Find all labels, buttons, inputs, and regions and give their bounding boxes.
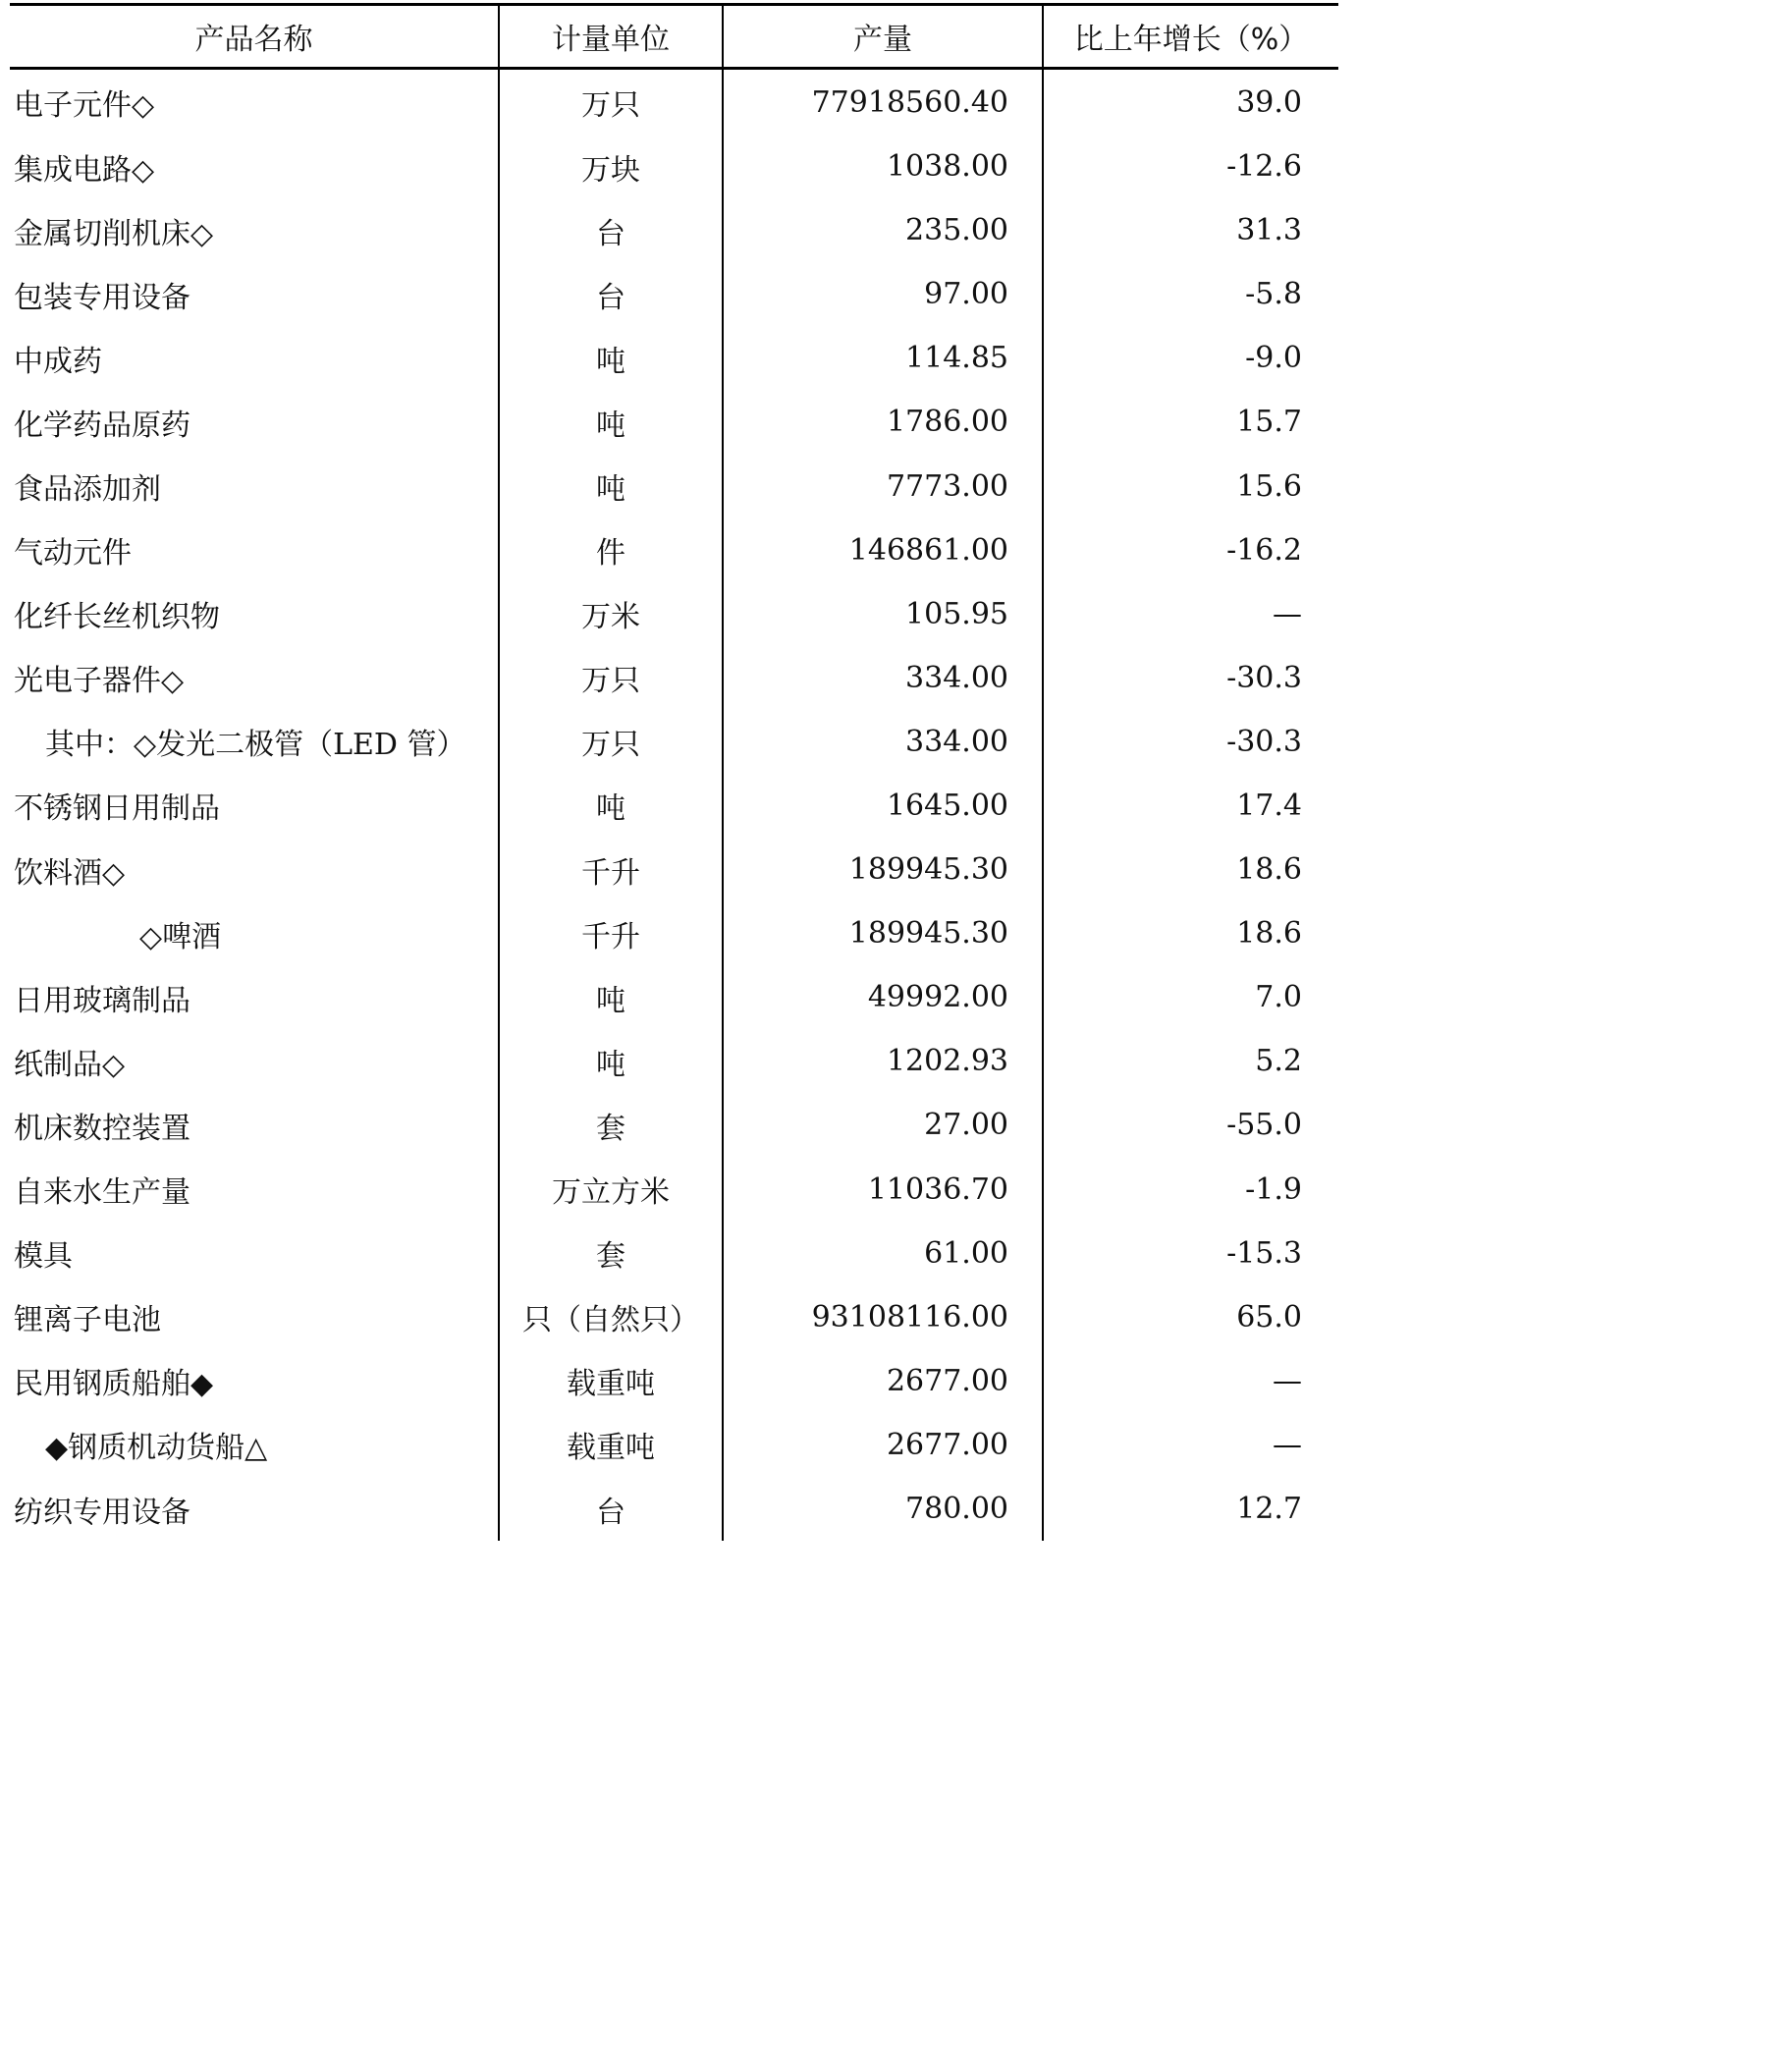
unit-cell: 万立方米 [499, 1158, 723, 1222]
output-cell: 11036.70 [723, 1158, 1043, 1222]
output-cell: 146861.00 [723, 518, 1043, 582]
growth-cell: -5.8 [1043, 262, 1338, 326]
unit-cell: 套 [499, 1093, 723, 1157]
unit-cell: 吨 [499, 774, 723, 838]
growth-cell: 7.0 [1043, 965, 1338, 1029]
growth-cell: -16.2 [1043, 518, 1338, 582]
growth-cell: -12.6 [1043, 135, 1338, 198]
header-product-name: 产品名称 [10, 5, 499, 69]
product-name-cell: 民用钢质船舶◆ [14, 1367, 214, 1402]
table-row [10, 1222, 1338, 1285]
product-name-cell: ◆钢质机动货船△ [45, 1431, 268, 1466]
unit-cell: 万只 [499, 646, 723, 710]
growth-cell: -1.9 [1043, 1158, 1338, 1222]
unit-cell: 套 [499, 1222, 723, 1285]
unit-cell: 吨 [499, 326, 723, 390]
output-cell: 93108116.00 [723, 1285, 1043, 1349]
unit-cell: 台 [499, 1477, 723, 1541]
output-cell: 1038.00 [723, 135, 1043, 198]
table-row [10, 135, 1338, 198]
growth-cell: — [1043, 1349, 1338, 1413]
output-cell: 2677.00 [723, 1349, 1043, 1413]
product-name-cell: 机床数控装置 [14, 1111, 190, 1146]
product-name-cell: 金属切削机床◇ [14, 216, 214, 251]
unit-cell: 吨 [499, 454, 723, 517]
header-output: 产量 [723, 5, 1043, 69]
unit-cell: 万只 [499, 69, 723, 136]
table-row [10, 518, 1338, 582]
output-cell: 235.00 [723, 198, 1043, 262]
growth-cell: 65.0 [1043, 1285, 1338, 1349]
table-row [10, 326, 1338, 390]
product-name-cell: 集成电路◇ [14, 152, 155, 188]
output-cell: 334.00 [723, 710, 1043, 774]
unit-cell: 台 [499, 262, 723, 326]
header-unit: 计量单位 [499, 5, 723, 69]
output-cell: 1202.93 [723, 1029, 1043, 1093]
table-row [10, 1093, 1338, 1157]
unit-cell: 载重吨 [499, 1349, 723, 1413]
output-cell: 97.00 [723, 262, 1043, 326]
product-name-cell: 光电子器件◇ [14, 664, 185, 699]
output-cell: 1645.00 [723, 774, 1043, 838]
unit-cell: 千升 [499, 901, 723, 965]
growth-cell: -15.3 [1043, 1222, 1338, 1285]
output-cell: 334.00 [723, 646, 1043, 710]
product-name-cell: 中成药 [14, 344, 102, 379]
unit-cell: 只（自然只） [499, 1285, 723, 1349]
product-name-cell: 化纤长丝机织物 [14, 600, 220, 635]
growth-cell: -30.3 [1043, 710, 1338, 774]
growth-cell: -55.0 [1043, 1093, 1338, 1157]
table-row [10, 1349, 1338, 1413]
product-name-cell: 模具 [14, 1239, 73, 1275]
product-name-cell: 化学药品原药 [14, 408, 190, 443]
product-name-cell: 饮料酒◇ [14, 855, 126, 891]
product-name-cell: 纺织专用设备 [14, 1495, 190, 1530]
output-cell: 2677.00 [723, 1413, 1043, 1477]
unit-cell: 万米 [499, 582, 723, 646]
growth-cell: -9.0 [1043, 326, 1338, 390]
product-name-cell: ◇啤酒 [139, 919, 222, 954]
growth-cell: 18.6 [1043, 838, 1338, 901]
product-name-cell: 气动元件 [14, 536, 132, 572]
output-cell: 77918560.40 [723, 69, 1043, 136]
table-row [10, 710, 1338, 774]
table-row [10, 198, 1338, 262]
table-row [10, 1158, 1338, 1222]
table-row [10, 1477, 1338, 1541]
table-row [10, 69, 1338, 136]
output-cell: 114.85 [723, 326, 1043, 390]
unit-cell: 万块 [499, 135, 723, 198]
table-row [10, 262, 1338, 326]
product-name-cell: 电子元件◇ [14, 88, 155, 123]
unit-cell: 件 [499, 518, 723, 582]
product-name-cell: 其中：◇发光二极管（LED 管） [45, 728, 466, 763]
growth-cell: -30.3 [1043, 646, 1338, 710]
unit-cell: 吨 [499, 390, 723, 454]
unit-cell: 吨 [499, 1029, 723, 1093]
table-row [10, 965, 1338, 1029]
output-cell: 61.00 [723, 1222, 1043, 1285]
output-cell: 1786.00 [723, 390, 1043, 454]
product-name-cell: 不锈钢日用制品 [14, 791, 220, 827]
unit-cell: 万只 [499, 710, 723, 774]
output-cell: 189945.30 [723, 838, 1043, 901]
table-row [10, 838, 1338, 901]
growth-cell: — [1043, 582, 1338, 646]
product-output-table [10, 3, 1338, 1541]
product-name-cell: 食品添加剂 [14, 472, 161, 508]
header-row [10, 5, 1338, 69]
product-name-cell: 日用玻璃制品 [14, 983, 190, 1018]
output-cell: 189945.30 [723, 901, 1043, 965]
table-row [10, 390, 1338, 454]
growth-cell: 39.0 [1043, 69, 1338, 136]
table-row [10, 1413, 1338, 1477]
output-cell: 27.00 [723, 1093, 1043, 1157]
growth-cell: 12.7 [1043, 1477, 1338, 1541]
table-row [10, 901, 1338, 965]
output-cell: 780.00 [723, 1477, 1043, 1541]
product-name-cell: 锂离子电池 [14, 1303, 161, 1338]
growth-cell: 31.3 [1043, 198, 1338, 262]
growth-cell: 18.6 [1043, 901, 1338, 965]
growth-cell: 15.6 [1043, 454, 1338, 517]
table-row [10, 646, 1338, 710]
product-name-cell: 纸制品◇ [14, 1047, 126, 1082]
growth-cell: 15.7 [1043, 390, 1338, 454]
table-row [10, 454, 1338, 517]
unit-cell: 吨 [499, 965, 723, 1029]
header-growth: 比上年增长（%） [1043, 5, 1338, 69]
output-cell: 105.95 [723, 582, 1043, 646]
table-row [10, 1029, 1338, 1093]
product-name-cell: 自来水生产量 [14, 1175, 190, 1211]
unit-cell: 载重吨 [499, 1413, 723, 1477]
output-cell: 49992.00 [723, 965, 1043, 1029]
table-body [10, 69, 1338, 1542]
unit-cell: 台 [499, 198, 723, 262]
growth-cell: 5.2 [1043, 1029, 1338, 1093]
unit-cell: 千升 [499, 838, 723, 901]
table-row [10, 582, 1338, 646]
growth-cell: — [1043, 1413, 1338, 1477]
output-cell: 7773.00 [723, 454, 1043, 517]
table-row [10, 774, 1338, 838]
table-header [10, 5, 1338, 69]
growth-cell: 17.4 [1043, 774, 1338, 838]
table-row [10, 1285, 1338, 1349]
product-name-cell: 包装专用设备 [14, 280, 190, 315]
